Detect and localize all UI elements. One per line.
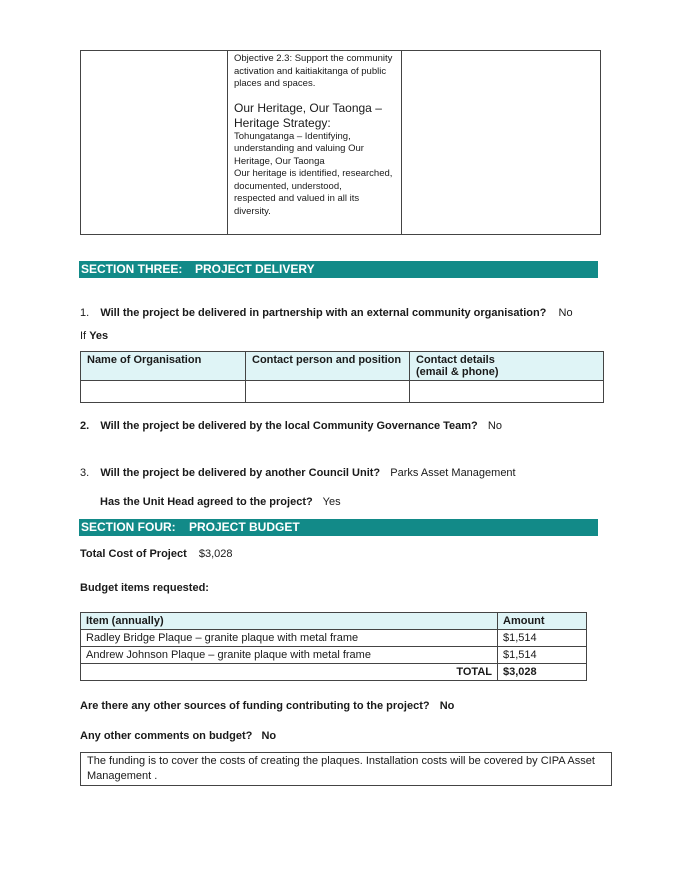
heritage-body-1: Tohungatanga – Identifying, (234, 130, 351, 142)
if-yes-label: Yes (89, 330, 109, 342)
question-3-number: 3. (80, 467, 90, 479)
section-three-label: SECTION THREE: (81, 262, 183, 276)
section-three-title: PROJECT DELIVERY (195, 262, 315, 276)
section-four-banner (79, 519, 598, 536)
table-cell-empty (81, 51, 228, 234)
org-name-header: Name of Organisation (81, 352, 246, 381)
organisation-table (80, 351, 604, 403)
question-2-text: Will the project be delivered by the local Community Governance Team? (100, 420, 478, 432)
other-sources-answer: No (439, 700, 455, 712)
heritage-body-6: respected and valued in all its (234, 193, 360, 204)
question-1-answer: No (558, 307, 573, 319)
total-cost-line (80, 547, 233, 561)
contact-details-header-line-1: Contact details (416, 354, 495, 366)
strategy-alignment-table (80, 50, 601, 235)
question-3b-answer: Yes (322, 496, 341, 508)
question-3b-text: Has the Unit Head agreed to the project? (100, 496, 313, 508)
contact-details-header-line-2: (email & phone) (416, 366, 499, 378)
objective-text: Objective 2.3: Support the community activation and kaitiakitanga of public places and spaces. (234, 53, 393, 89)
budget-items-label: Budget items requested: (80, 582, 209, 594)
budget-comment-box[interactable]: The funding is to cover the costs of creating the plaques. Installation costs will be covered by CIPA Asset Management . (80, 752, 612, 786)
total-cost-label: Total Cost of Project (80, 548, 187, 560)
budget-amount-cell: $1,514 (498, 647, 587, 664)
table-header-row (81, 613, 587, 630)
budget-item-cell: Andrew Johnson Plaque – granite plaque with metal frame (81, 647, 498, 664)
question-3-text: Will the project be delivered by another Council Unit? (100, 467, 381, 479)
total-label-cell: TOTAL (81, 664, 498, 681)
amount-header: Amount (498, 613, 587, 630)
other-comments-question: Any other comments on budget? (80, 730, 253, 742)
heritage-body-7: diversity. (234, 205, 271, 217)
heritage-body-2: understanding and valuing Our (234, 143, 364, 154)
other-comments-line (80, 729, 276, 743)
budget-amount-cell: $1,514 (498, 630, 587, 647)
heritage-heading-line-2: Heritage Strategy: (234, 115, 331, 130)
section-four-title: PROJECT BUDGET (189, 520, 300, 534)
if-yes-line (80, 329, 108, 343)
question-3b (100, 495, 341, 509)
question-3-answer: Parks Asset Management (390, 467, 516, 479)
table-row (81, 381, 604, 403)
budget-item-cell: Radley Bridge Plaque – granite plaque with metal frame (81, 630, 498, 647)
total-row (81, 664, 587, 681)
other-sources-question: Are there any other sources of funding contributing to the project? (80, 700, 430, 712)
heritage-body-3: Heritage, Our Taonga (234, 155, 325, 167)
question-1 (80, 306, 573, 320)
contact-details-header (410, 352, 604, 381)
table-cell-objectives (228, 51, 402, 234)
other-sources-line (80, 699, 454, 713)
contact-details-cell[interactable] (410, 381, 604, 403)
heritage-body-5: documented, understood, (234, 180, 342, 192)
question-2 (80, 419, 502, 433)
table-row (81, 647, 587, 664)
section-three-banner (79, 261, 598, 278)
total-cost-value: $3,028 (198, 548, 233, 560)
budget-table (80, 612, 587, 681)
contact-person-header: Contact person and position (246, 352, 410, 381)
question-2-number: 2. (80, 420, 90, 432)
heritage-heading-line-1: Our Heritage, Our Taonga – (234, 100, 382, 115)
total-value-cell: $3,028 (498, 664, 587, 681)
question-3 (80, 466, 516, 480)
question-1-text: Will the project be delivered in partnership with an external community organisation? (100, 307, 547, 319)
question-1-number: 1. (80, 307, 90, 319)
if-label: If (80, 330, 87, 342)
table-row (81, 630, 587, 647)
item-header: Item (annually) (81, 613, 498, 630)
heritage-body-4: Our heritage is identified, researched, (234, 168, 393, 179)
contact-person-cell[interactable] (246, 381, 410, 403)
other-comments-answer: No (261, 730, 277, 742)
org-name-cell[interactable] (81, 381, 246, 403)
table-header-row (81, 352, 604, 381)
question-2-answer: No (487, 420, 502, 432)
section-four-label: SECTION FOUR: (81, 520, 176, 534)
